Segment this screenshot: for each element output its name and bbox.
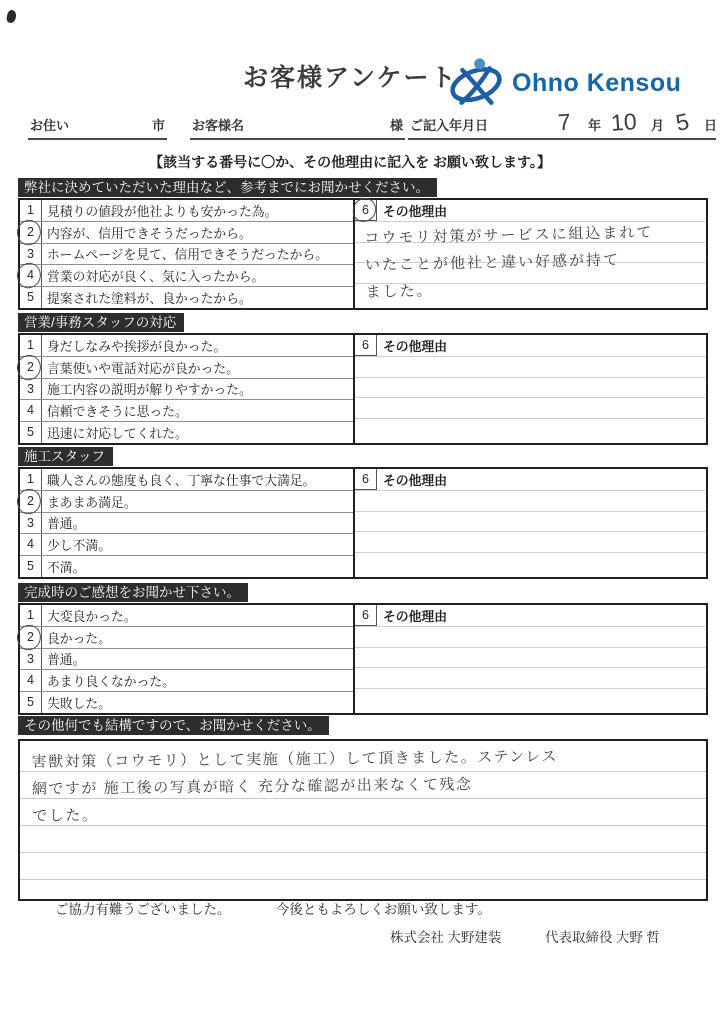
other-reason-cell [355, 335, 706, 443]
representative-name: 代表取締役 大野 哲 [545, 930, 660, 945]
option-row [20, 649, 353, 671]
ruled-line [355, 511, 706, 512]
footer-thanks-line [55, 898, 491, 918]
residence-label: お住い [30, 118, 70, 133]
option-row [20, 692, 353, 713]
section-reasons [18, 178, 708, 310]
option-label: 失敗した。 [47, 696, 111, 712]
regards-text: 今後ともよろしくお願い致します。 [275, 902, 491, 917]
ruled-line [20, 879, 706, 880]
option-label: 職人さんの態度も良く、丁寧な仕事で大満足。 [47, 472, 316, 488]
option-number: 1 [20, 200, 42, 221]
option-number: 5 [20, 422, 42, 443]
option-number: 2 [20, 222, 42, 243]
option-number: 3 [20, 244, 42, 265]
other-reason-header [355, 469, 706, 490]
other-reason-cell [355, 605, 706, 713]
option-label: 信頼できそうに思った。 [47, 404, 188, 420]
option-label: 見積りの値段が他社よりも安かった為。 [47, 203, 278, 219]
options-table [18, 603, 708, 715]
option-label: 迅速に対応してくれた。 [47, 426, 188, 442]
option-row [20, 379, 353, 401]
other-reason-cell [355, 200, 706, 308]
section-free-comment [18, 716, 708, 901]
logo-text: Ohno Kensou [512, 69, 682, 97]
handwriting-line: いたことが他社と違い好感が持て [364, 251, 621, 275]
options-table [18, 467, 708, 579]
section-header: 完成時のご感想をお聞かせ下さい。 [18, 583, 248, 602]
handwritten-month: 10 [610, 108, 638, 136]
ruled-line [355, 688, 706, 689]
ruled-line [355, 418, 706, 419]
option-row [20, 200, 353, 222]
ruled-line [355, 356, 706, 357]
handwritten-year: 7 [557, 108, 572, 136]
section-header: 施工スタッフ [18, 447, 113, 466]
option-row [20, 670, 353, 692]
ruled-line [355, 490, 706, 491]
option-number: 4 [20, 265, 42, 286]
month-suffix: 月 [651, 118, 665, 133]
option-number: 2 [20, 491, 42, 512]
logo-figure-icon [448, 55, 504, 112]
ruled-line [355, 647, 706, 648]
ruled-line [355, 397, 706, 398]
option-row [20, 335, 353, 357]
options-list [20, 200, 355, 308]
option-label: まあまあ満足。 [47, 494, 137, 510]
option-number: 4 [20, 670, 42, 691]
other-number: 6 [355, 469, 377, 491]
option-row [20, 287, 353, 308]
free-comment-box [18, 739, 708, 901]
handwriting-line: 害獣対策（コウモリ）として実施（施工）して頂きました。ステンレス [31, 748, 558, 771]
other-number: 6 [355, 605, 377, 627]
options-table [18, 333, 708, 445]
date-field [408, 107, 718, 140]
other-number: 6 [355, 335, 377, 357]
handwriting-line: ました。 [365, 282, 434, 302]
section-construction-staff [18, 447, 708, 579]
ruled-line [355, 667, 706, 668]
customer-name-label: お客様名 [192, 118, 245, 133]
other-label: その他理由 [383, 472, 447, 488]
other-number: 6 [355, 200, 377, 222]
option-label: 良かった。 [47, 630, 111, 646]
company-logo [448, 55, 681, 112]
customer-name-suffix: 様 [389, 118, 403, 133]
option-number: 1 [20, 335, 42, 356]
option-number: 3 [20, 379, 42, 400]
option-number: 2 [20, 357, 42, 378]
option-row [20, 222, 353, 244]
option-label: あまり良くなかった。 [47, 674, 175, 690]
scan-ink-mark [6, 9, 18, 24]
day-suffix: 日 [704, 118, 718, 133]
option-row [20, 400, 353, 422]
option-number: 4 [20, 400, 42, 421]
year-suffix: 年 [588, 118, 602, 133]
residence-field [28, 112, 167, 140]
section-header: その他何でも結構ですので、お聞かせください。 [18, 716, 329, 735]
option-label: 内容が、信用できそうだったから。 [47, 225, 252, 241]
option-row [20, 244, 353, 266]
option-label: 言葉使いや電話対応が良かった。 [47, 360, 239, 376]
section-completion-impression [18, 583, 708, 715]
option-row [20, 605, 353, 627]
option-label: 少し不満。 [47, 538, 111, 554]
option-row [20, 422, 353, 443]
option-label: 提案された塗料が、良かったから。 [47, 291, 252, 307]
ruled-line [355, 377, 706, 378]
option-label: 不満。 [47, 560, 86, 576]
handwriting-line: 網ですが 施工後の写真が暗く 充分な確認が出来なくて残念 [31, 776, 473, 798]
ruled-line [20, 852, 706, 853]
option-label: 施工内容の説明が解りやすかった。 [47, 382, 252, 398]
option-label: 普通。 [47, 652, 86, 668]
section-header: 営業/事務スタッフの対応 [18, 313, 184, 332]
option-row [20, 357, 353, 379]
option-label: 営業の対応が良く、気に入ったから。 [47, 269, 265, 285]
handwritten-day: 5 [673, 107, 692, 137]
other-label: その他理由 [383, 608, 447, 624]
customer-name-field [190, 112, 405, 140]
handwritten-answer [364, 219, 655, 306]
other-reason-header [355, 335, 706, 356]
option-row [20, 534, 353, 556]
other-reason-header [355, 605, 706, 626]
section-sales-staff [18, 313, 708, 445]
option-label: 大変良かった。 [47, 608, 137, 624]
option-row [20, 491, 353, 513]
option-row [20, 513, 353, 535]
option-label: 身だしなみや挨拶が良かった。 [47, 338, 227, 354]
date-label: ご記入年月日 [410, 118, 489, 133]
option-label: 普通。 [47, 516, 86, 532]
option-number: 5 [20, 556, 42, 577]
option-row [20, 469, 353, 491]
option-number: 5 [20, 287, 42, 308]
option-number: 3 [20, 649, 42, 670]
options-list [20, 605, 355, 713]
option-number: 2 [20, 627, 42, 648]
option-number: 4 [20, 534, 42, 555]
option-row [20, 265, 353, 287]
instruction-text: 【該当する番号に〇か、その他理由に記入を お願い致します。】 [149, 154, 551, 170]
ruled-line [355, 626, 706, 627]
thanks-text: ご協力有難うございました。 [55, 902, 231, 917]
handwritten-comment [32, 743, 559, 830]
options-list [20, 469, 355, 577]
option-number: 1 [20, 605, 42, 626]
other-reason-cell [355, 469, 706, 577]
option-number: 3 [20, 513, 42, 534]
section-header: 弊社に決めていただいた理由など、参考までにお聞かせください。 [18, 178, 437, 197]
handwriting-line: コウモリ対策がサービスに組込まれて [364, 223, 654, 248]
page-title: お客様アンケート [243, 64, 458, 92]
option-row [20, 627, 353, 649]
option-number: 1 [20, 469, 42, 490]
option-row [20, 556, 353, 577]
ruled-line [355, 552, 706, 553]
handwriting-line: でした。 [32, 807, 99, 825]
options-table [18, 198, 708, 310]
residence-suffix: 市 [151, 118, 165, 133]
other-reason-header [355, 200, 706, 221]
options-list [20, 335, 355, 443]
ruled-line [355, 531, 706, 532]
option-number: 5 [20, 692, 42, 713]
company-name: 株式会社 大野建装 [390, 930, 502, 945]
option-label: ホームページを見て、信用できそうだったから。 [47, 247, 329, 263]
other-label: その他理由 [383, 338, 447, 354]
other-label: その他理由 [383, 203, 447, 219]
